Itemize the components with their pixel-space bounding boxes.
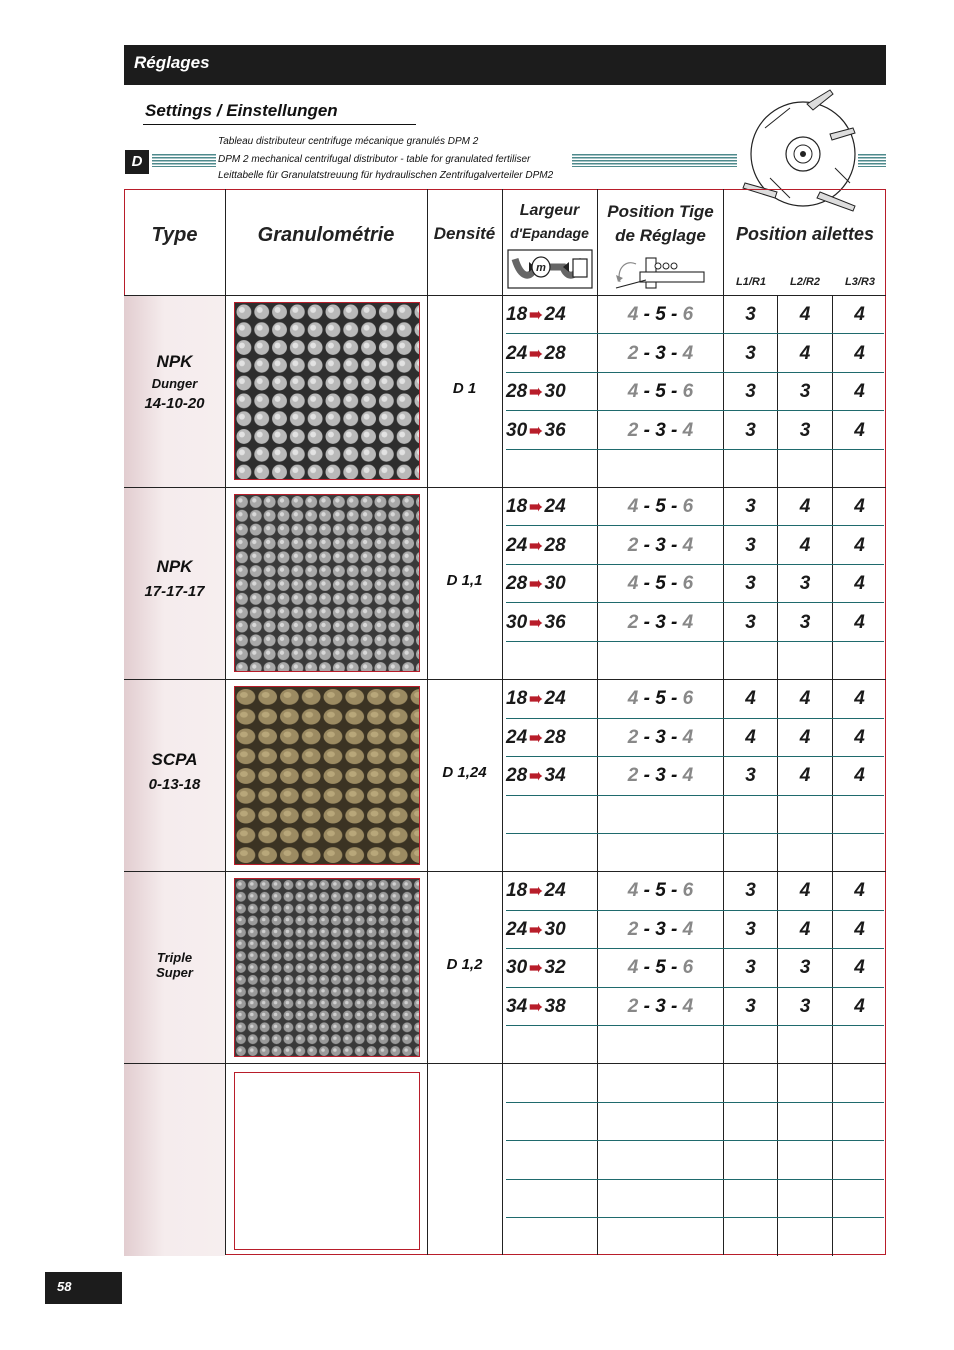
fin-position-l1: 3 [745, 420, 756, 441]
density-group-3: D 1,24 [442, 764, 487, 781]
col-header-type: Type [151, 224, 198, 246]
rod-position-cell: 4 - 5 - 6 [627, 957, 694, 978]
rod-position-cell: 2 - 3 - 4 [627, 919, 694, 940]
rod-position-value: 4 [627, 381, 639, 402]
col-header-width: Largeur d'Epandage [510, 202, 589, 241]
arrow-right-icon: ➠ [529, 999, 543, 1016]
granule-photo-triple-super [234, 878, 420, 1057]
rod-position-value: 5 [655, 688, 666, 709]
width-to: 28 [544, 343, 566, 364]
width-to: 32 [544, 957, 566, 978]
fin-position-l3: 4 [854, 496, 865, 517]
rod-position-value: 3 [655, 535, 666, 556]
fin-position-l3: 4 [854, 381, 865, 402]
fin-position-l3: 4 [854, 304, 865, 325]
fin-position-l1: 4 [745, 727, 756, 748]
rod-position-cell: 2 - 3 - 4 [627, 727, 694, 748]
fins-sub-l3: L3/R3 [845, 276, 875, 288]
spread-width-cell [506, 872, 592, 910]
rod-position-value: 4 [627, 688, 639, 709]
fin-position-l1: 3 [745, 765, 756, 786]
col-header-granulometry: Granulométrie [257, 224, 395, 246]
fin-position-l2: 3 [799, 381, 811, 402]
width-to: 24 [544, 496, 566, 517]
rod-position-value: 2 [627, 919, 639, 940]
rod-position-value: 6 [682, 573, 694, 594]
arrow-right-icon: ➠ [529, 384, 543, 401]
rod-position-value: 3 [655, 765, 666, 786]
rod-position-value: 6 [682, 381, 694, 402]
col-divider [502, 189, 503, 1255]
fin-position-l3: 4 [854, 688, 865, 709]
rod-position-value: 6 [682, 496, 694, 517]
granule-photo-npk-dunger [234, 302, 420, 480]
rod-position-cell: 2 - 3 - 4 [627, 765, 694, 786]
width-to: 24 [544, 880, 566, 901]
fin-position-l2: 4 [799, 496, 811, 517]
spread-width-cell [506, 719, 592, 757]
arrow-right-icon: ➠ [529, 691, 543, 708]
rod-position-value: 4 [682, 919, 694, 940]
fin-position-l1: 3 [745, 304, 756, 325]
rod-position-value: 3 [655, 420, 666, 441]
fin-position-l3: 4 [854, 727, 865, 748]
spread-width-cell [506, 565, 592, 603]
spread-width-cell [506, 488, 592, 526]
width-to: 30 [544, 919, 566, 940]
rod-position-value: 2 [627, 343, 639, 364]
fin-position-l2: 3 [799, 957, 811, 978]
width-to: 36 [544, 612, 566, 633]
rod-position-value: 4 [682, 420, 694, 441]
fin-position-l3: 4 [854, 535, 865, 556]
section-title: Réglages [134, 53, 210, 72]
width-from: 18 [506, 496, 528, 517]
rod-position-value: 2 [627, 420, 639, 441]
spread-width-cell [506, 335, 592, 373]
rod-position-value: 5 [655, 957, 666, 978]
type-npk-17-17-17: NPK 17-17-17 [144, 557, 205, 600]
arrow-right-icon: ➠ [529, 768, 543, 785]
rod-position-value: 2 [627, 535, 639, 556]
fin-position-l2: 4 [799, 535, 811, 556]
rod-position-value: 3 [655, 343, 666, 364]
rod-position-value: 4 [682, 612, 694, 633]
fin-position-l3: 4 [854, 573, 865, 594]
fin-position-l1: 3 [745, 996, 756, 1017]
col-header-fins: Position ailettes [735, 224, 875, 244]
fin-position-l2: 4 [799, 343, 811, 364]
type-scpa: SCPA 0-13-18 [148, 750, 201, 793]
fin-position-l2: 3 [799, 612, 811, 633]
rod-position-value: 4 [682, 343, 694, 364]
fin-position-l3: 4 [854, 612, 865, 633]
spread-width-cell [506, 373, 592, 411]
fin-position-l3: 4 [854, 880, 865, 901]
rod-position-cell: 2 - 3 - 4 [627, 420, 694, 441]
fin-position-l1: 3 [745, 880, 756, 901]
arrow-right-icon: ➠ [529, 307, 543, 324]
fin-position-l3: 4 [854, 996, 865, 1017]
fin-position-l1: 3 [745, 496, 756, 517]
spread-width-cell [506, 412, 592, 450]
rod-position-cell: 2 - 3 - 4 [627, 612, 694, 633]
width-from: 28 [506, 765, 528, 786]
fin-position-l2: 3 [799, 996, 811, 1017]
description-en: DPM 2 mechanical centrifugal distributor - table for granulated fertiliser [218, 154, 531, 165]
fin-position-l2: 4 [799, 304, 811, 325]
density-group-2: D 1,1 [446, 572, 483, 589]
width-to: 30 [544, 381, 566, 402]
fin-position-l1: 3 [745, 535, 756, 556]
spread-width-cell [506, 757, 592, 795]
granule-photo-scpa [234, 686, 420, 865]
adjustment-rod-icon [606, 244, 716, 294]
rod-position-value: 2 [627, 996, 639, 1017]
width-to: 28 [544, 535, 566, 556]
arrow-right-icon: ➠ [529, 538, 543, 555]
fin-position-l1: 3 [745, 573, 756, 594]
rod-position-value: 4 [682, 765, 694, 786]
width-to: 28 [544, 727, 566, 748]
rod-position-value: 3 [655, 727, 666, 748]
width-from: 24 [506, 343, 528, 364]
rod-position-cell: 2 - 3 - 4 [627, 343, 694, 364]
width-from: 18 [506, 688, 528, 709]
rod-position-cell: 2 - 3 - 4 [627, 996, 694, 1017]
width-from: 24 [506, 727, 528, 748]
rod-position-value: 6 [682, 957, 694, 978]
fin-position-l3: 4 [854, 765, 865, 786]
width-to: 24 [544, 304, 566, 325]
fin-position-l1: 3 [745, 612, 756, 633]
rod-position-cell: 4 - 5 - 6 [627, 496, 694, 517]
arrow-right-icon: ➠ [529, 576, 543, 593]
width-from: 30 [506, 612, 528, 633]
arrow-right-icon: ➠ [529, 922, 543, 939]
type-npk-14-10-20: NPK Dunger 14-10-20 [144, 352, 205, 412]
description-fr: Tableau distributeur centrifuge mécanique granulés DPM 2 [218, 136, 479, 147]
section-badge: D [125, 150, 149, 174]
rod-position-value: 5 [655, 573, 666, 594]
density-group-4: D 1,2 [446, 956, 483, 973]
fin-position-l2: 3 [799, 573, 811, 594]
rod-position-value: 6 [682, 688, 694, 709]
spread-width-cell [506, 527, 592, 565]
fin-position-l2: 4 [799, 727, 811, 748]
width-to: 24 [544, 688, 566, 709]
width-from: 18 [506, 880, 528, 901]
fin-position-l3: 4 [854, 343, 865, 364]
rod-position-cell: 4 - 5 - 6 [627, 573, 694, 594]
width-from: 30 [506, 957, 528, 978]
width-icon-label: m [536, 262, 546, 274]
width-from: 18 [506, 304, 528, 325]
rod-position-value: 4 [627, 304, 639, 325]
rod-position-value: 4 [627, 957, 639, 978]
spread-width-icon [507, 249, 593, 289]
rod-position-value: 5 [655, 381, 666, 402]
rod-position-value: 5 [655, 880, 666, 901]
rod-position-value: 2 [627, 727, 639, 748]
fins-sub-l1: L1/R1 [736, 276, 766, 288]
arrow-right-icon: ➠ [529, 960, 543, 977]
subtitle-underline [143, 124, 416, 125]
decor-stripes-left [152, 154, 216, 167]
fin-position-l2: 4 [799, 880, 811, 901]
group-divider [124, 1063, 886, 1064]
fin-position-l3: 4 [854, 957, 865, 978]
fins-sub-l2: L2/R2 [790, 276, 820, 288]
page-subtitle: Settings / Einstellungen [145, 101, 338, 120]
arrow-right-icon: ➠ [529, 883, 543, 900]
rod-position-value: 4 [682, 727, 694, 748]
rod-position-value: 3 [655, 919, 666, 940]
density-group-1: D 1 [452, 380, 477, 397]
fin-position-l1: 3 [745, 343, 756, 364]
description-de: Leittabelle für Granulatstreuung für hydraulischen Zentrifugalverteiler DPM2 [218, 170, 554, 181]
granule-photo-empty [234, 1072, 420, 1250]
granule-photo-npk-17 [234, 494, 420, 672]
rod-position-value: 2 [627, 765, 639, 786]
fin-position-l1: 3 [745, 381, 756, 402]
rod-position-value: 6 [682, 880, 694, 901]
spread-width-cell [506, 911, 592, 949]
fin-position-l2: 3 [799, 420, 811, 441]
arrow-right-icon: ➠ [529, 346, 543, 363]
page-number: 58 [45, 1272, 122, 1304]
spread-width-cell [506, 988, 592, 1026]
width-to: 30 [544, 573, 566, 594]
fin-position-l1: 4 [745, 688, 756, 709]
spread-width-cell [506, 680, 592, 718]
width-to: 38 [544, 996, 566, 1017]
arrow-right-icon: ➠ [529, 423, 543, 440]
width-to: 36 [544, 420, 566, 441]
arrow-right-icon: ➠ [529, 730, 543, 747]
fin-position-l1: 3 [745, 957, 756, 978]
width-from: 28 [506, 573, 528, 594]
col-divider [225, 189, 226, 1255]
spread-width-cell [506, 949, 592, 987]
rod-position-value: 2 [627, 612, 639, 633]
fin-position-l2: 4 [799, 688, 811, 709]
rod-position-value: 4 [682, 535, 694, 556]
fin-position-l2: 4 [799, 919, 811, 940]
rod-position-value: 6 [682, 304, 694, 325]
rod-position-cell: 4 - 5 - 6 [627, 381, 694, 402]
arrow-right-icon: ➠ [529, 499, 543, 516]
rod-position-value: 4 [627, 573, 639, 594]
rod-position-value: 5 [655, 304, 666, 325]
arrow-right-icon: ➠ [529, 615, 543, 632]
section-header-bar [124, 45, 886, 85]
rod-position-value: 4 [627, 880, 639, 901]
rod-position-value: 3 [655, 612, 666, 633]
width-from: 34 [506, 996, 528, 1017]
width-from: 30 [506, 420, 528, 441]
col-header-rod-position: Position Tige de Réglage [607, 202, 714, 245]
rod-position-value: 5 [655, 496, 666, 517]
fin-position-l3: 4 [854, 420, 865, 441]
rod-position-cell: 2 - 3 - 4 [627, 535, 694, 556]
col-header-density: Densité [433, 224, 496, 243]
rod-position-cell: 4 - 5 - 6 [627, 688, 694, 709]
spread-width-cell [506, 296, 592, 334]
fin-position-l3: 4 [854, 919, 865, 940]
decor-stripes-middle [572, 154, 737, 167]
fin-position-l1: 3 [745, 919, 756, 940]
width-to: 34 [544, 765, 566, 786]
rod-position-cell: 4 - 5 - 6 [627, 304, 694, 325]
rod-position-value: 4 [627, 496, 639, 517]
rod-position-value: 3 [655, 996, 666, 1017]
width-from: 24 [506, 919, 528, 940]
rod-position-cell: 4 - 5 - 6 [627, 880, 694, 901]
type-triple-super: Triple Super [156, 950, 193, 980]
col-divider [427, 189, 428, 1255]
fin-position-l2: 4 [799, 765, 811, 786]
spread-width-cell [506, 604, 592, 642]
rod-position-value: 4 [682, 996, 694, 1017]
width-from: 28 [506, 381, 528, 402]
width-from: 24 [506, 535, 528, 556]
